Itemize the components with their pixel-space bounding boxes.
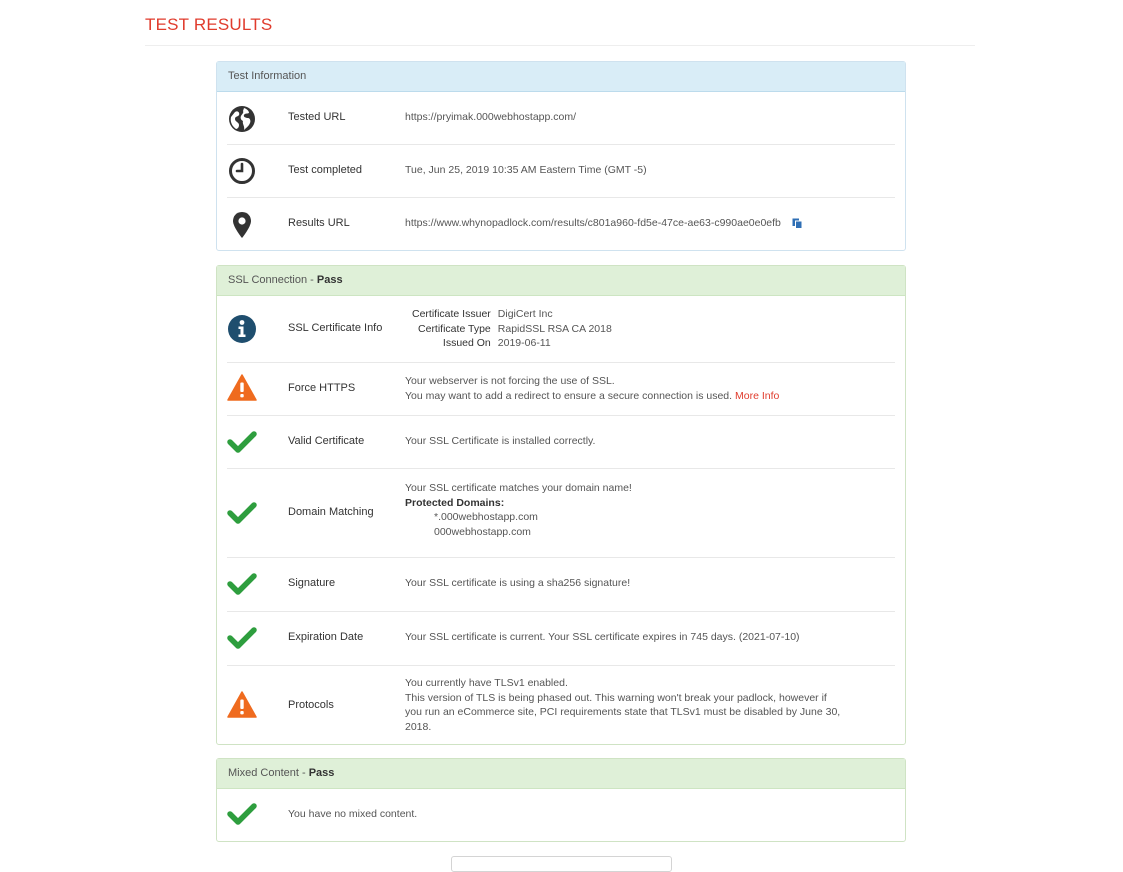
- panel-heading: SSL Connection - Pass: [217, 266, 905, 296]
- checkmark-icon: [227, 623, 257, 653]
- protected-domain: 000webhostapp.com: [434, 525, 531, 538]
- certificate-details: Certificate Issuer DigiCert Inc Certificate Type RapidSSL RSA CA 2018 Issued On 2019-06-11: [412, 308, 612, 349]
- checkmark-icon: [227, 427, 257, 457]
- force-https-text: Your webserver is not forcing the use of SSL. You may want to add a redirect to ensure a secure connection is used. More Info: [405, 375, 780, 402]
- tested-url-value[interactable]: https://pryimak.000webhostapp.com/: [405, 111, 577, 123]
- results-url-value: [405, 216, 803, 231]
- globe-icon: [227, 104, 257, 134]
- domain-matching-row: [227, 469, 895, 558]
- results-url-text[interactable]: https://www.whynopadlock.com/results/c801a960-fd5e-47ce-ae63-c990ae0e0efb: [405, 217, 781, 229]
- panel-heading-title: Mixed Content: [228, 767, 299, 779]
- ssl-certificate-info-label: SSL Certificate Info: [288, 322, 383, 334]
- valid-certificate-label: Valid Certificate: [288, 435, 365, 447]
- protected-domains-label: Protected Domains:: [405, 496, 505, 509]
- results-url-label: Results URL: [288, 217, 350, 229]
- signature-row: [227, 558, 895, 612]
- tested-url-row: [227, 92, 895, 145]
- protocols-label: Protocols: [288, 699, 334, 711]
- valid-certificate-row: [227, 416, 895, 469]
- domain-matching-label: Domain Matching: [288, 506, 374, 518]
- mixed-content-panel: [216, 758, 906, 842]
- certificate-issuer: DigiCert Inc: [497, 308, 553, 320]
- ssl-connection-panel: [216, 265, 906, 745]
- issued-on: 2019-06-11: [497, 337, 551, 349]
- bottom-button[interactable]: [451, 856, 672, 872]
- clock-icon: [227, 156, 257, 186]
- map-marker-icon: [227, 210, 257, 240]
- panel-heading: Mixed Content - Pass: [217, 759, 905, 789]
- status-badge: Pass: [308, 767, 335, 779]
- page-title: TEST RESULTS: [145, 15, 273, 34]
- expiration-date-text: Your SSL certificate is current. Your SSL certificate expires in 745 days. (2021-07-10): [405, 631, 800, 643]
- domain-matching-text: Your SSL certificate matches your domain name! Protected Domains: *.000webhostapp.com 000webhostapp.com: [405, 482, 632, 538]
- panel-heading-title: SSL Connection: [228, 274, 308, 286]
- more-info-link[interactable]: More Info: [734, 389, 780, 402]
- signature-text: Your SSL certificate is using a sha256 signature!: [405, 577, 631, 589]
- checkmark-icon: [227, 569, 257, 599]
- expiration-date-label: Expiration Date: [288, 631, 364, 643]
- copy-icon[interactable]: [792, 218, 803, 229]
- force-https-row: [227, 363, 895, 416]
- mixed-content-text: You have no mixed content.: [288, 808, 418, 820]
- title-divider: [145, 45, 975, 46]
- test-completed-label: Test completed: [288, 164, 362, 176]
- signature-label: Signature: [288, 577, 336, 589]
- protocols-text: You currently have TLSv1 enabled. This version of TLS is being phased out. This warning won't break your padlock, however if you run an eCommerce site, PCI requirements state that TLSv1 must be disabled by June 30, 2018.: [405, 677, 841, 733]
- results-url-row: [227, 198, 895, 250]
- valid-certificate-text: Your SSL Certificate is installed correctly.: [405, 435, 596, 447]
- ssl-certificate-info-row: [227, 296, 895, 363]
- info-icon: [227, 314, 257, 344]
- force-https-label: Force HTTPS: [288, 382, 356, 394]
- panel-heading: [217, 62, 905, 92]
- panel-heading-title: Test Information: [228, 70, 307, 82]
- test-information-panel: [216, 61, 906, 251]
- status-badge: Pass: [316, 274, 343, 286]
- certificate-type: RapidSSL RSA CA 2018: [497, 322, 612, 335]
- checkmark-icon: [227, 498, 257, 528]
- test-completed-value: Tue, Jun 25, 2019 10:35 AM Eastern Time (GMT -5): [405, 164, 647, 176]
- protected-domain: *.000webhostapp.com: [434, 511, 538, 523]
- tested-url-label: Tested URL: [288, 111, 346, 123]
- checkmark-icon: [227, 799, 257, 829]
- mixed-content-row: [227, 789, 895, 839]
- test-completed-row: [227, 145, 895, 198]
- expiration-date-row: [227, 612, 895, 666]
- warning-icon: [227, 373, 257, 403]
- warning-icon: [227, 690, 257, 720]
- protocols-row: [227, 666, 895, 746]
